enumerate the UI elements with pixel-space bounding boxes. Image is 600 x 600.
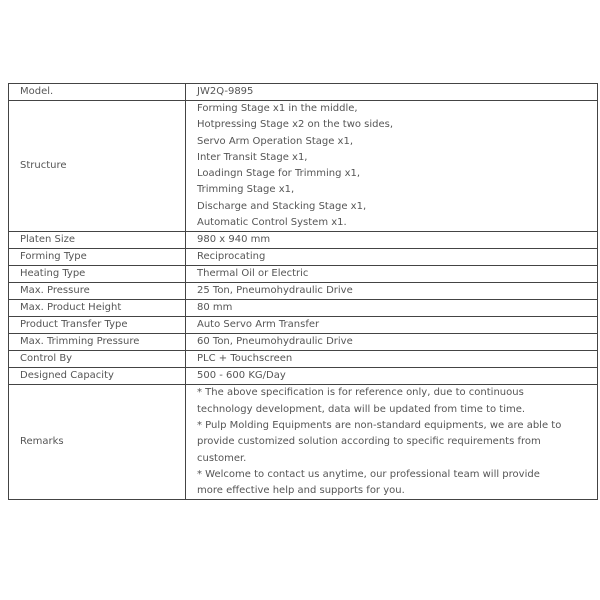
remark-line: customer. [197,452,247,464]
spec-label: Max. Trimming Pressure [9,334,186,351]
spec-value: PLC + Touchscreen [186,351,598,368]
remark-line: * Welcome to contact us anytime, our professional team will provide [197,468,540,480]
spec-value: Auto Servo Arm Transfer [186,317,598,334]
spec-row-control-by [9,351,598,368]
spec-label: Max. Product Height [9,300,186,317]
spec-label: Forming Type [9,249,186,266]
spec-value-list [186,385,598,500]
remark-line: * Pulp Molding Equipments are non-standard equipments, we are able to [197,419,562,431]
spec-value: Thermal Oil or Electric [186,266,598,283]
remark-line: * The above specification is for reference only, due to continuous [197,387,524,399]
spec-label: Control By [9,351,186,368]
spec-value: Reciprocating [186,249,598,266]
structure-line: Trimming Stage x1, [197,184,295,196]
spec-row-platen-size [9,232,598,249]
spec-value: 500 - 600 KG/Day [186,368,598,385]
spec-value: 25 Ton, Pneumohydraulic Drive [186,283,598,300]
spec-value: 980 x 940 mm [186,232,598,249]
remark-line: technology development, data will be updated from time to time. [197,403,526,415]
spec-row-heating-type [9,266,598,283]
spec-label: Designed Capacity [9,368,186,385]
spec-label: Model. [9,84,186,101]
remark-line: more effective help and supports for you. [197,485,405,497]
structure-line: Hotpressing Stage x2 on the two sides, [197,119,394,131]
spec-value: 60 Ton, Pneumohydraulic Drive [186,334,598,351]
spec-label: Product Transfer Type [9,317,186,334]
spec-row-max-trimming-pressure [9,334,598,351]
structure-line: Automatic Control System x1. [197,217,347,229]
spec-row-structure [9,101,598,232]
spec-label: Max. Pressure [9,283,186,300]
structure-line: Servo Arm Operation Stage x1, [197,135,354,147]
spec-row-designed-capacity [9,368,598,385]
spec-row-max-pressure [9,283,598,300]
specification-table [8,83,598,500]
remark-line: provide customized solution according to specific requirements from [197,436,541,448]
structure-line: Inter Transit Stage x1, [197,151,308,163]
spec-row-model [9,84,598,101]
spec-label: Heating Type [9,266,186,283]
spec-row-max-product-height [9,300,598,317]
spec-label: Structure [9,101,186,232]
spec-label: Remarks [9,385,186,500]
spec-row-product-transfer-type [9,317,598,334]
spec-row-remarks [9,385,598,500]
spec-value: JW2Q-9895 [186,84,598,101]
structure-line: Loadingn Stage for Trimming x1, [197,168,361,180]
structure-line: Forming Stage x1 in the middle, [197,103,358,114]
spec-value-list [186,101,598,232]
spec-row-forming-type [9,249,598,266]
spec-value: 80 mm [186,300,598,317]
structure-line: Discharge and Stacking Stage x1, [197,200,367,212]
spec-label: Platen Size [9,232,186,249]
